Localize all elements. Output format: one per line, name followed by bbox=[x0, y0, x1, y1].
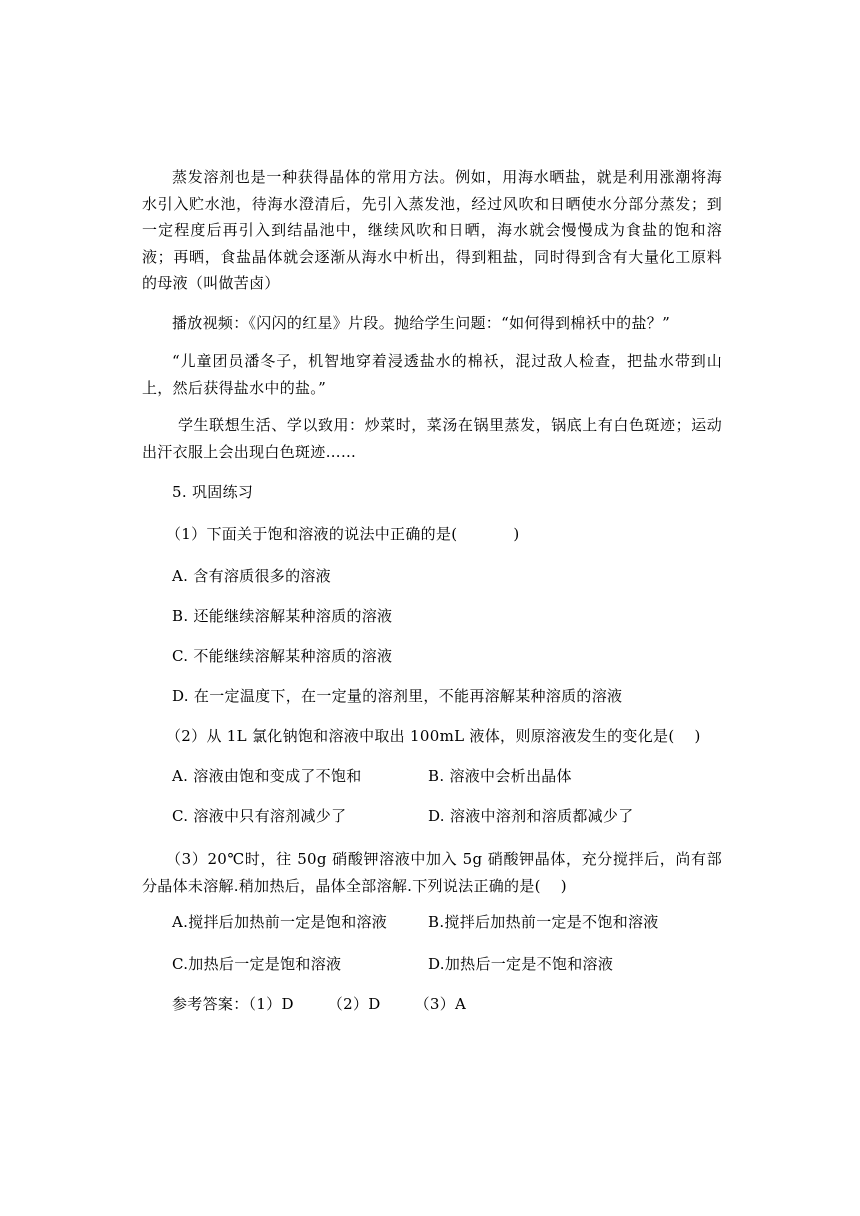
question-3-stem-close: ) bbox=[560, 876, 567, 895]
question-1-stem bbox=[166, 524, 520, 544]
question-3-stem bbox=[142, 846, 722, 899]
question-3-stem-text: （3）20℃时，往 50g 硝酸钾溶液中加入 5g 硝酸钾晶体，充分搅拌后，尚有部分晶体未溶解.稍加热后，晶体全部溶解.下列说法正确的是( bbox=[142, 850, 722, 895]
video-paragraph: 播放视频：《闪闪的红星》片段。抛给学生问题：“如何得到棉袄中的盐？” bbox=[172, 314, 671, 332]
question-2-stem bbox=[166, 726, 701, 746]
question-3-option-c: C.加热后一定是饱和溶液 bbox=[172, 955, 342, 973]
question-2-option-b: B. 溶液中会析出晶体 bbox=[428, 767, 572, 785]
question-2-option-a: A. 溶液由饱和变成了不饱和 bbox=[172, 767, 362, 785]
question-1-stem-close: ) bbox=[513, 525, 520, 543]
question-1-stem-text: （1）下面关于饱和溶液的说法中正确的是( bbox=[166, 525, 458, 543]
question-3-option-d: D.加热后一定是不饱和溶液 bbox=[428, 955, 614, 973]
question-2-stem-text: （2）从 1L 氯化钠饱和溶液中取出 100mL 液体，则原溶液发生的变化是( bbox=[166, 727, 675, 745]
exercise-heading: 5. 巩固练习 bbox=[172, 483, 254, 501]
answer-1: （1）D bbox=[248, 995, 294, 1013]
question-1-option-a: A. 含有溶质很多的溶液 bbox=[172, 567, 331, 585]
question-3-option-b: B.搅拌后加热前一定是不饱和溶液 bbox=[428, 913, 659, 931]
question-2-stem-close: ) bbox=[694, 727, 701, 745]
reference-answers bbox=[172, 994, 466, 1014]
question-1-option-b: B. 还能继续溶解某种溶质的溶液 bbox=[172, 607, 393, 625]
answer-2: （2）D bbox=[327, 995, 381, 1013]
answers-label: 参考答案： bbox=[172, 995, 249, 1013]
question-2-option-c: C. 溶液中只有溶剂减少了 bbox=[172, 807, 347, 825]
question-1-option-d: D. 在一定温度下，在一定量的溶剂里，不能再溶解某种溶质的溶液 bbox=[172, 687, 623, 705]
answer-3: （3）A bbox=[414, 995, 467, 1013]
evaporation-paragraph: 蒸发溶剂也是一种获得晶体的常用方法。例如，用海水晒盐，就是利用涨潮将海水引入贮水池，待海水澄清后，先引入蒸发池，经过风吹和日晒使水分部分蒸发；到一定程度后再引入到结晶池中，继续风吹和日晒，海水就会慢慢成为食盐的饱和溶液；再晒，食盐晶体就会逐渐从海水中析出，得到粗盐，同时得到含有大量化工原料的母液（叫做苦卤） bbox=[142, 168, 722, 292]
question-3-option-a: A.搅拌后加热前一定是饱和溶液 bbox=[172, 913, 388, 931]
quote-paragraph: “儿童团员潘冬子，机智地穿着浸透盐水的棉袄，混过敌人检查，把盐水带到山上，然后获得盐水中的盐。” bbox=[142, 352, 722, 397]
life-paragraph: 学生联想生活、学以致用：炒菜时，菜汤在锅里蒸发，锅底上有白色斑迹；运动出汗衣服上会出现白色斑迹…… bbox=[142, 416, 722, 461]
question-1-option-c: C. 不能继续溶解某种溶质的溶液 bbox=[172, 647, 393, 665]
question-2-option-d: D. 溶液中溶剂和溶质都减少了 bbox=[428, 807, 634, 825]
